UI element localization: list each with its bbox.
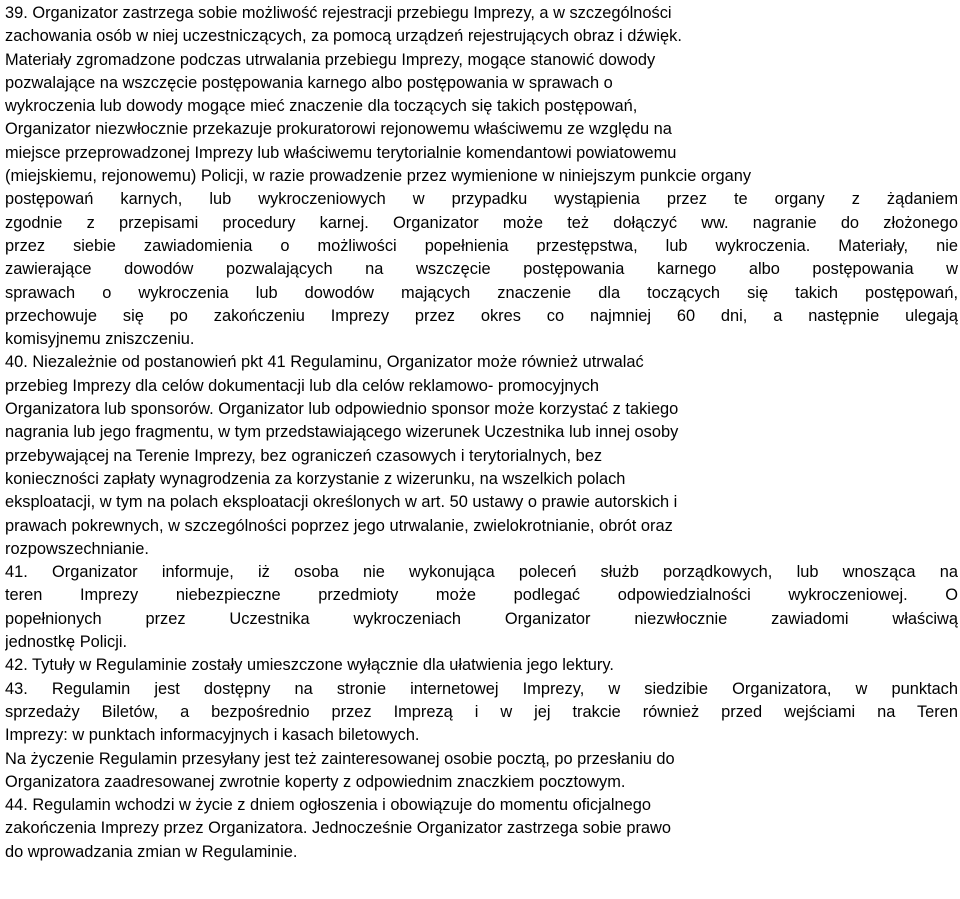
text-line: rozpowszechnianie.	[5, 539, 149, 558]
paragraph-p40	[5, 351, 958, 561]
text-line: przebieg Imprezy dla celów dokumentacji lub dla celów reklamowo- promocyjnych	[5, 376, 599, 395]
text-line: 40. Niezależnie od postanowień pkt 41 Regulaminu, Organizator może również utrwalać	[5, 353, 644, 372]
text-line: miejsce przeprowadzonej Imprezy lub właściwemu terytorialnie komendantowi powiatowemu	[5, 143, 677, 162]
text-line: Organizatora zaadresowanej zwrotnie koperty z odpowiednim znaczkiem pocztowym.	[5, 772, 626, 791]
text-line: (miejskiemu, rejonowemu) Policji, w razie prowadzenie przez wymienione w niniejszym punkcie organy	[5, 167, 752, 186]
text-line: przez siebie zawiadomienia o możliwości popełnienia przestępstwa, lub wykroczenia. Materiały, nie	[5, 236, 958, 255]
text-line: eksploatacji, w tym na polach eksploatacji określonych w art. 50 ustawy o prawie autorskich i	[5, 493, 678, 512]
paragraph-p43b	[5, 748, 958, 795]
paragraph-p39	[5, 2, 958, 351]
text-line: Organizatora lub sponsorów. Organizator lub odpowiednio sponsor może korzystać z takiego	[5, 400, 679, 419]
text-line: 42. Tytuły w Regulaminie zostały umieszczone wyłącznie dla ułatwienia jego lektury.	[5, 656, 614, 675]
text-line: sprawach o wykroczenia lub dowodów mających znaczenie dla toczących się takich postępowań,	[5, 283, 958, 302]
text-line: zawierające dowodów pozwalających na wszczęcie postępowania karnego albo postępowania w	[5, 260, 958, 279]
text-line: Na życzenie Regulamin przesyłany jest też zainteresowanej osobie pocztą, po przesłaniu do	[5, 749, 675, 768]
text-line: Organizator niezwłocznie przekazuje prokuratorowi rejonowemu właściwemu ze względu na	[5, 120, 672, 139]
text-line: teren Imprezy niebezpieczne przedmioty może podlegać odpowiedzialności wykroczeniowej. O	[5, 586, 958, 605]
text-line: zakończenia Imprezy przez Organizatora. Jednocześnie Organizator zastrzega sobie prawo	[5, 819, 671, 838]
text-line: nagrania lub jego fragmentu, w tym przedstawiającego wizerunek Uczestnika lub innej osoby	[5, 423, 679, 442]
text-line: postępowań karnych, lub wykroczeniowych w przypadku wystąpienia przez te organy z żądaniem	[5, 190, 958, 209]
text-line: Materiały zgromadzone podczas utrwalania przebiegu Imprezy, mogące stanowić dowody	[5, 50, 656, 69]
text-line: zgodnie z przepisami procedury karnej. Organizator może też dołączyć ww. nagranie do złożonego	[5, 213, 958, 232]
paragraph-p41	[5, 561, 958, 654]
text-line: 41. Organizator informuje, iż osoba nie wykonująca poleceń służb porządkowych, lub wnosząca na	[5, 563, 958, 582]
text-line: przechowuje się po zakończeniu Imprezy przez okres co najmniej 60 dni, a następnie ulegają	[5, 306, 958, 325]
text-line: pozwalające na wszczęcie postępowania karnego albo postępowania w sprawach o	[5, 73, 613, 92]
text-line: jednostkę Policji.	[5, 633, 128, 652]
text-line: 43. Regulamin jest dostępny na stronie internetowej Imprezy, w siedzibie Organizatora, w punktach	[5, 679, 958, 698]
text-line: do wprowadzania zmian w Regulaminie.	[5, 842, 298, 861]
text-line: przebywającej na Terenie Imprezy, bez ograniczeń czasowych i terytorialnych, bez	[5, 446, 603, 465]
text-line: popełnionych przez Uczestnika wykroczeniach Organizator niezwłocznie zawiadomi właściwą	[5, 609, 958, 628]
text-line: 39. Organizator zastrzega sobie możliwość rejestracji przebiegu Imprezy, a w szczególności	[5, 4, 672, 22]
text-line: wykroczenia lub dowody mogące mieć znaczenie dla toczących się takich postępowań,	[5, 97, 638, 116]
paragraph-p44	[5, 794, 958, 864]
text-line: konieczności zapłaty wynagrodzenia za korzystanie z wizerunku, na wszelkich polach	[5, 469, 626, 488]
text-line: Imprezy: w punktach informacyjnych i kasach biletowych.	[5, 726, 420, 745]
text-line: zachowania osób w niej uczestniczących, za pomocą urządzeń rejestrujących obraz i dźwięk.	[5, 27, 682, 46]
text-line: komisyjnemu zniszczeniu.	[5, 330, 195, 349]
text-line: 44. Regulamin wchodzi w życie z dniem ogłoszenia i obowiązuje do momentu oficjalnego	[5, 796, 651, 815]
text-line: sprzedaży Biletów, a bezpośrednio przez Imprezą i w jej trakcie również przed wejściami na Teren	[5, 702, 958, 721]
paragraph-p42	[5, 654, 958, 677]
text-line: prawach pokrewnych, w szczególności poprzez jego utrwalanie, zwielokrotnianie, obrót oraz	[5, 516, 673, 535]
paragraph-p43	[5, 678, 958, 748]
